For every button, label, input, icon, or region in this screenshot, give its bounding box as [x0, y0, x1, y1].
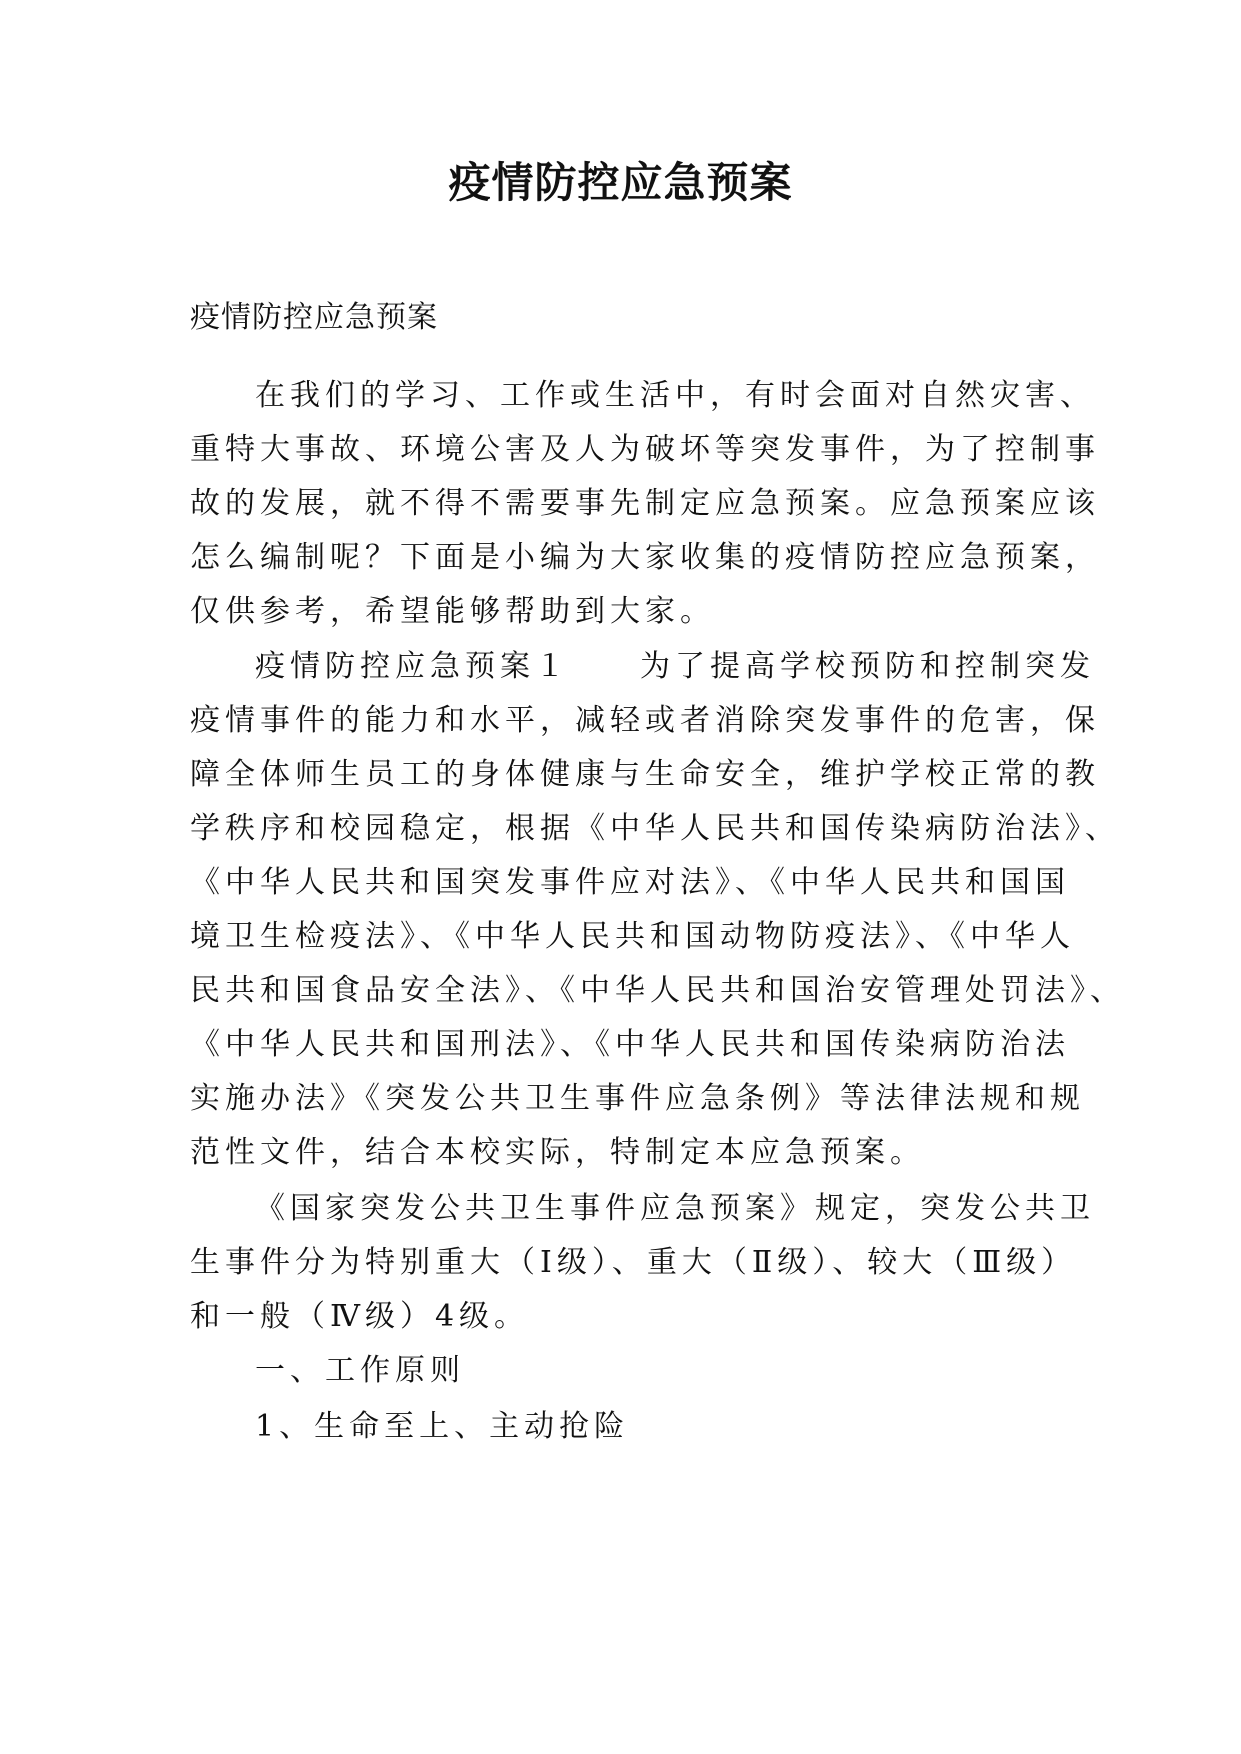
body-line: 《国家突发公共卫生事件应急预案》规定，突发公共卫: [255, 1191, 1095, 1226]
body-line: 生事件分为特别重大（Ⅰ级）、重大（Ⅱ级）、较大（Ⅲ级）: [190, 1245, 1077, 1280]
body-line: 障全体师生员工的身体健康与生命安全，维护学校正常的教: [190, 757, 1100, 792]
body-line: 怎么编制呢？下面是小编为大家收集的疫情防控应急预案，: [190, 540, 1100, 575]
body-line: 故的发展，就不得不需要事先制定应急预案。应急预案应该: [190, 486, 1100, 521]
sub-heading: 1、生命至上、主动抢险: [255, 1409, 630, 1444]
body-line: 重特大事故、环境公害及人为破坏等突发事件，为了控制事: [190, 432, 1100, 467]
body-line: 疫情防控应急预案１ 为了提高学校预防和控制突发: [255, 649, 1095, 684]
body-line: 《中华人民共和国突发事件应对法》、《中华人民共和国国: [190, 865, 1070, 900]
body-line: 和一般（Ⅳ级）4级。: [190, 1299, 530, 1334]
body-line: 实施办法》《突发公共卫生事件应急条例》等法律法规和规: [190, 1081, 1085, 1116]
body-line: 学秩序和校园稳定，根据《中华人民共和国传染病防治法》、: [190, 811, 1120, 846]
body-line: 疫情事件的能力和水平，减轻或者消除突发事件的危害，保: [190, 703, 1100, 738]
section-heading: 一、工作原则: [255, 1353, 465, 1388]
document-subtitle: 疫情防控应急预案: [190, 300, 438, 335]
body-line: 《中华人民共和国刑法》、《中华人民共和国传染病防治法: [190, 1027, 1070, 1062]
body-line: 在我们的学习、工作或生活中，有时会面对自然灾害、: [255, 378, 1095, 413]
document-title: 疫情防控应急预案: [448, 158, 793, 207]
body-line: 境卫生检疫法》、《中华人民共和国动物防疫法》、《中华人: [190, 919, 1075, 954]
body-line: 民共和国食品安全法》、《中华人民共和国治安管理处罚法》、: [190, 973, 1125, 1008]
body-line: 仅供参考，希望能够帮助到大家。: [190, 594, 715, 629]
body-line: 范性文件，结合本校实际，特制定本应急预案。: [190, 1135, 925, 1170]
